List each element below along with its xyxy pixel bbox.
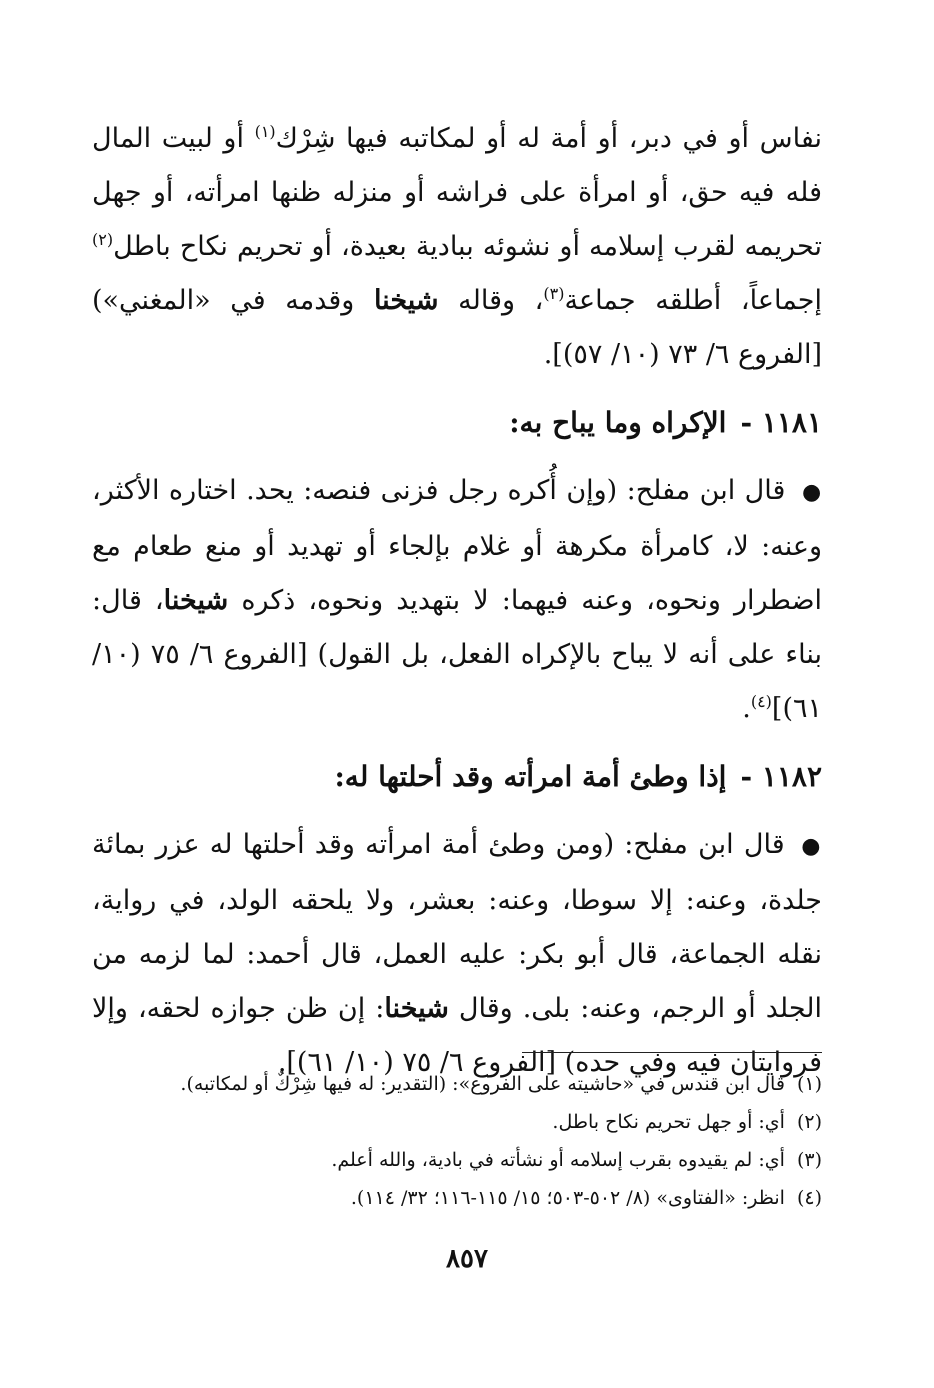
section-number-1181: ١١٨١ -: [740, 406, 822, 439]
bullet-icon: ●: [801, 834, 822, 859]
section-1181-text-3: .: [742, 693, 751, 724]
intro-text-4: ، وقاله: [438, 285, 544, 316]
section-1182-text-2: : إن ظن جوازه لحقه، وإلا فروايتان فيه وفي حده) [الفروع ٦/ ٧٥ (١٠/ ٦١)].: [92, 993, 822, 1078]
section-title-1181: الإكراه وما يباح به:: [509, 406, 727, 439]
section-1181-text-1: قال ابن مفلح: (وإن أُكره رجل فزنى فنصه: يحد. اختاره الأكثر، وعنه: لا، كامرأة مكرهة أو غلام بإلجاء أو تهديد أو منع طعام مع اضطرار ونحوه، وعنه فيهما: لا بتهديد ونحوه، ذكره: [92, 475, 822, 616]
section-1181-text-2: ، قال: بناء على أنه لا يباح بالإكراه الفعل، بل القول) [الفروع ٦/ ٧٥ (١٠/ ٦١)]: [92, 585, 822, 724]
footnote-2: [92, 1103, 822, 1141]
footnote-number: (٤): [796, 1187, 822, 1209]
section-1182-paragraph: [92, 818, 822, 1090]
intro-text-2: أو لبيت المال فله فيه حق، أو امرأة على فراشه أو منزله ظنها امرأته، أو جهل تحريمه لقرب إسلامه أو نشوئه ببادية بعيدة، أو تحريم نكاح باطل: [92, 123, 822, 262]
footnote-1: [92, 1065, 822, 1103]
intro-bold-sheikh: شيخنا: [373, 285, 439, 316]
footnote-ref-1[interactable]: (١): [254, 122, 276, 141]
footnote-text: قال ابن قندس في «حاشيته على الفروع»: (التقدير: له فيها شِرْكٌ أو لمكاتبه).: [180, 1073, 785, 1095]
footnotes-section: [92, 1052, 822, 1217]
footnote-number: (٢): [796, 1111, 822, 1133]
footnote-ref-3[interactable]: (٣): [543, 284, 565, 303]
footnote-4: [92, 1179, 822, 1217]
intro-text-3: إجماعاً، أطلقه جماعة: [564, 285, 822, 316]
section-1181-bold-sheikh: شيخنا: [163, 585, 229, 616]
section-1181-paragraph: [92, 464, 822, 736]
footnote-number: (٣): [796, 1149, 822, 1171]
intro-text-5: وقدمه في «المغني») [الفروع ٦/ ٧٣ (١٠/ ٥٧)].: [92, 285, 822, 370]
footnote-text: انظر: «الفتاوى» (٨/ ٥٠٢-٥٠٣؛ ١٥/ ١١٥-١١٦؛ ٣٢/ ١١٤).: [350, 1187, 785, 1209]
section-heading-1182: [92, 750, 822, 804]
page-number: ٨٥٧: [446, 1244, 488, 1274]
intro-paragraph: [92, 112, 822, 382]
footnote-3: [92, 1141, 822, 1179]
section-heading-1181: [92, 396, 822, 450]
section-1182-text-1: قال ابن مفلح: (ومن وطئ أمة امرأته وقد أحلتها له عزر بمائة جلدة، وعنه: إلا سوطا، وعنه: بعشر، ولا يلحقه الولد، في رواية، نقله الجماعة، قال أبو بكر: عليه العمل، قال أحمد: لما لزمه من الجلد أو الرجم، وعنه: بلى. وقال: [92, 829, 823, 1024]
footnote-ref-4[interactable]: (٤): [750, 692, 772, 711]
footnote-number: (١): [796, 1073, 822, 1095]
footnote-divider: [522, 1052, 822, 1053]
intro-text-1: نفاس أو في دبر، أو أمة له أو لمكاتبه فيها شِرْك: [275, 123, 822, 154]
footnote-text: أي: أو جهل تحريم نكاح باطل.: [552, 1111, 785, 1133]
footnote-text: أي: لم يقيدوه بقرب إسلامه أو نشأته في بادية، والله أعلم.: [331, 1149, 785, 1171]
section-number-1182: ١١٨٢ -: [740, 760, 822, 793]
section-1182-bold-sheikh: شيخنا: [384, 993, 449, 1024]
footnote-ref-2[interactable]: (٢): [92, 230, 114, 249]
bullet-icon: ●: [801, 480, 822, 505]
section-title-1182: إذا وطئ أمة امرأته وقد أحلتها له:: [334, 760, 727, 793]
